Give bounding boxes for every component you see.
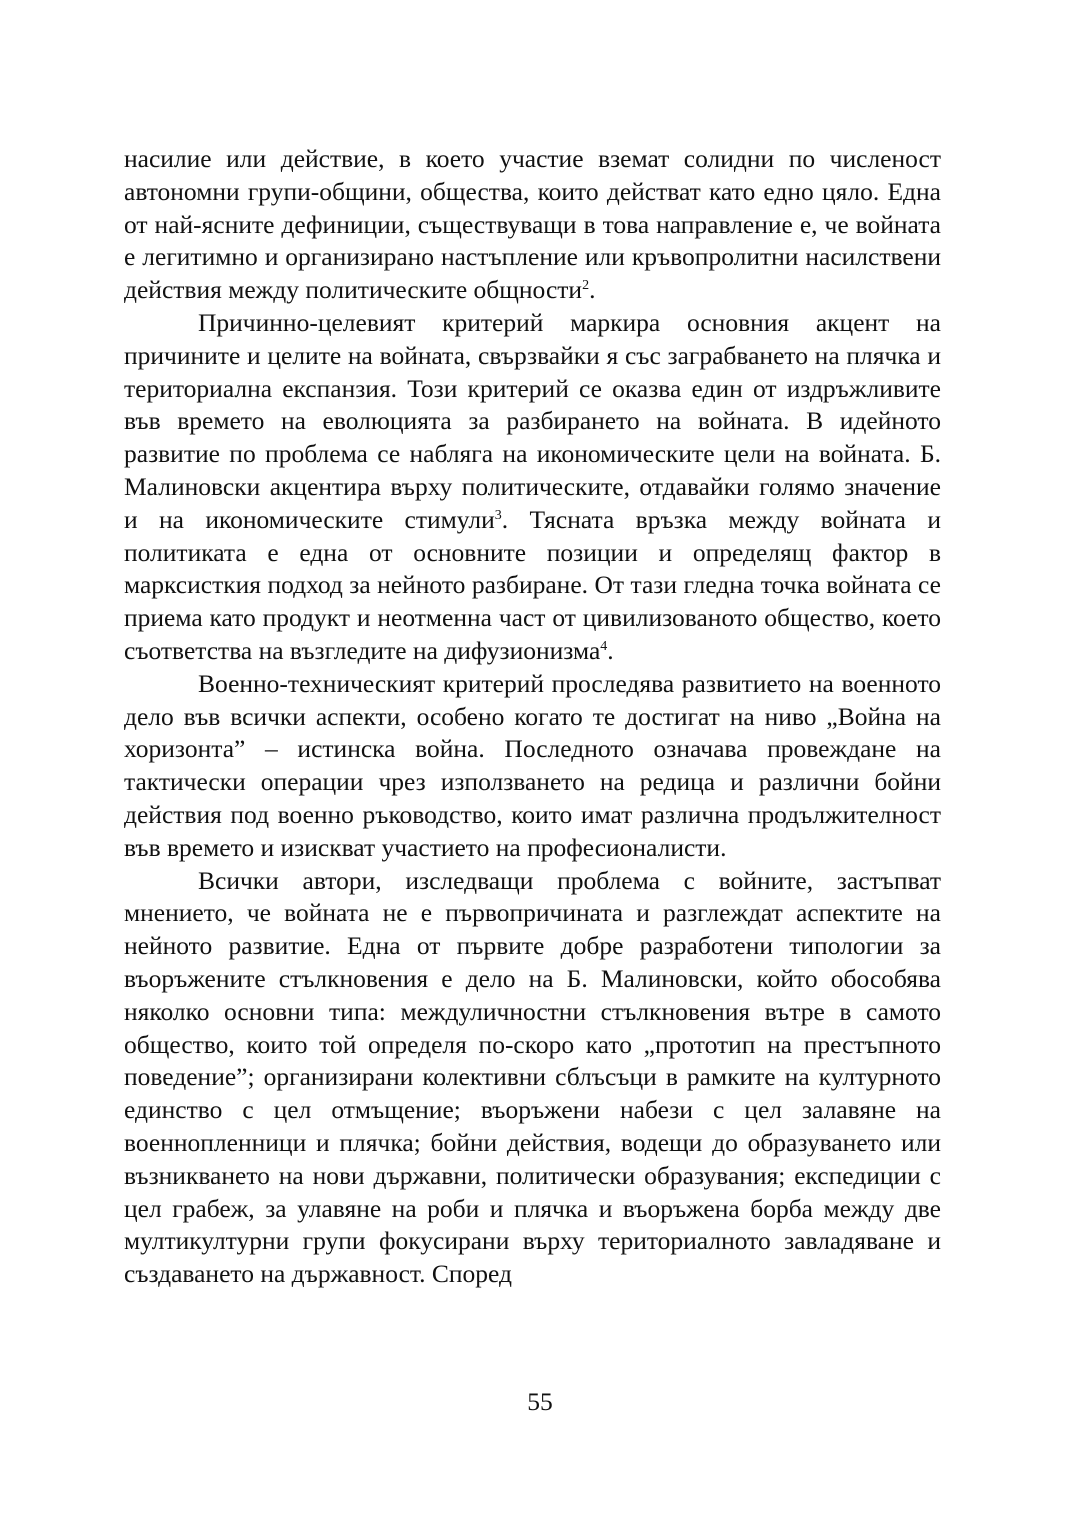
body-text (124, 143, 941, 1291)
paragraph (124, 143, 941, 307)
paragraph (124, 307, 941, 668)
paragraph-text: Военно-техническият критерий проследява развитието на военното дело във всички аспекти, особено когато те достигат на ниво „Война на хоризонта” – истинска война. Последното означава провеждане на тактически операции чрез използването на редица и различни бойни действия под военно ръководство, които имат различна продължителност във времето и изискват участието на професионалисти. (124, 668, 941, 862)
paragraph-text: Причинно-целевият критерий маркира основния акцент на причините и целите на войната, свързвайки я със заграбването на плячка и териториална експанзия. Този критерий се оказва един от издръжливите във времето на еволюцията за разбирането на войната. В идейното развитие по проблема се набляга на икономическите цели на войната. Б. Малиновски акцентира върху политическите, отдавайки голямо значение и на икономическите стимули (124, 307, 941, 534)
paragraph (124, 668, 941, 865)
footnote-marker: 2 (582, 278, 590, 294)
footnote-marker: 4 (600, 638, 608, 654)
paragraph-text: насилие или действие, в което участие вземат солидни по численост автономни групи-общини, общества, които действат като едно цяло. Една от най-ясните дефиниции, съществуващи в това направление е, че войната е легитимно и организирано настъпление или кръвопролитни насилствени действия между политическите общности (124, 144, 941, 305)
footnote-marker: 3 (494, 507, 502, 523)
paragraph (124, 865, 941, 1291)
page-number: 55 (527, 1387, 553, 1416)
paragraph-text: Всички автори, изследващи проблема с войните, застъпват мнението, че войната не е първопричината и разглеждат аспектите на нейното развитие. Една от първите добре разработени типологии за въоръжените стълкновения е дело на Б. Малиновски, който обособява няколко основни типа: междуличностни стълкновения вътре в самото общество, които той определя по-скоро като „прототип на престъпното поведение”; организирани колективни сблъсъци в рамките на културното единство с цел отмъщение; въоръжени набези с цел залавяне на военнопленници и плячка; бойни действия, водещи до образуването или възникването на нови държавни, политически образувания; експедиции с цел грабеж, за улавяне на роби и плячка и въоръжена борба между две мултикултурни групи фокусирани върху териториалното завладяване и създаването на държавност. Според (124, 865, 941, 1289)
paragraph-text: . Тясната връзка между войната и политиката е една от основните позиции и определящ фактор в марксисткия подход за нейното разбиране. От тази гледна точка войната се приема като продукт и неотменна част от цивилизованото общество, което съответства на възгледите на дифузионизма (124, 504, 941, 665)
paragraph-text: . (607, 635, 614, 665)
paragraph-text: . (589, 275, 596, 305)
